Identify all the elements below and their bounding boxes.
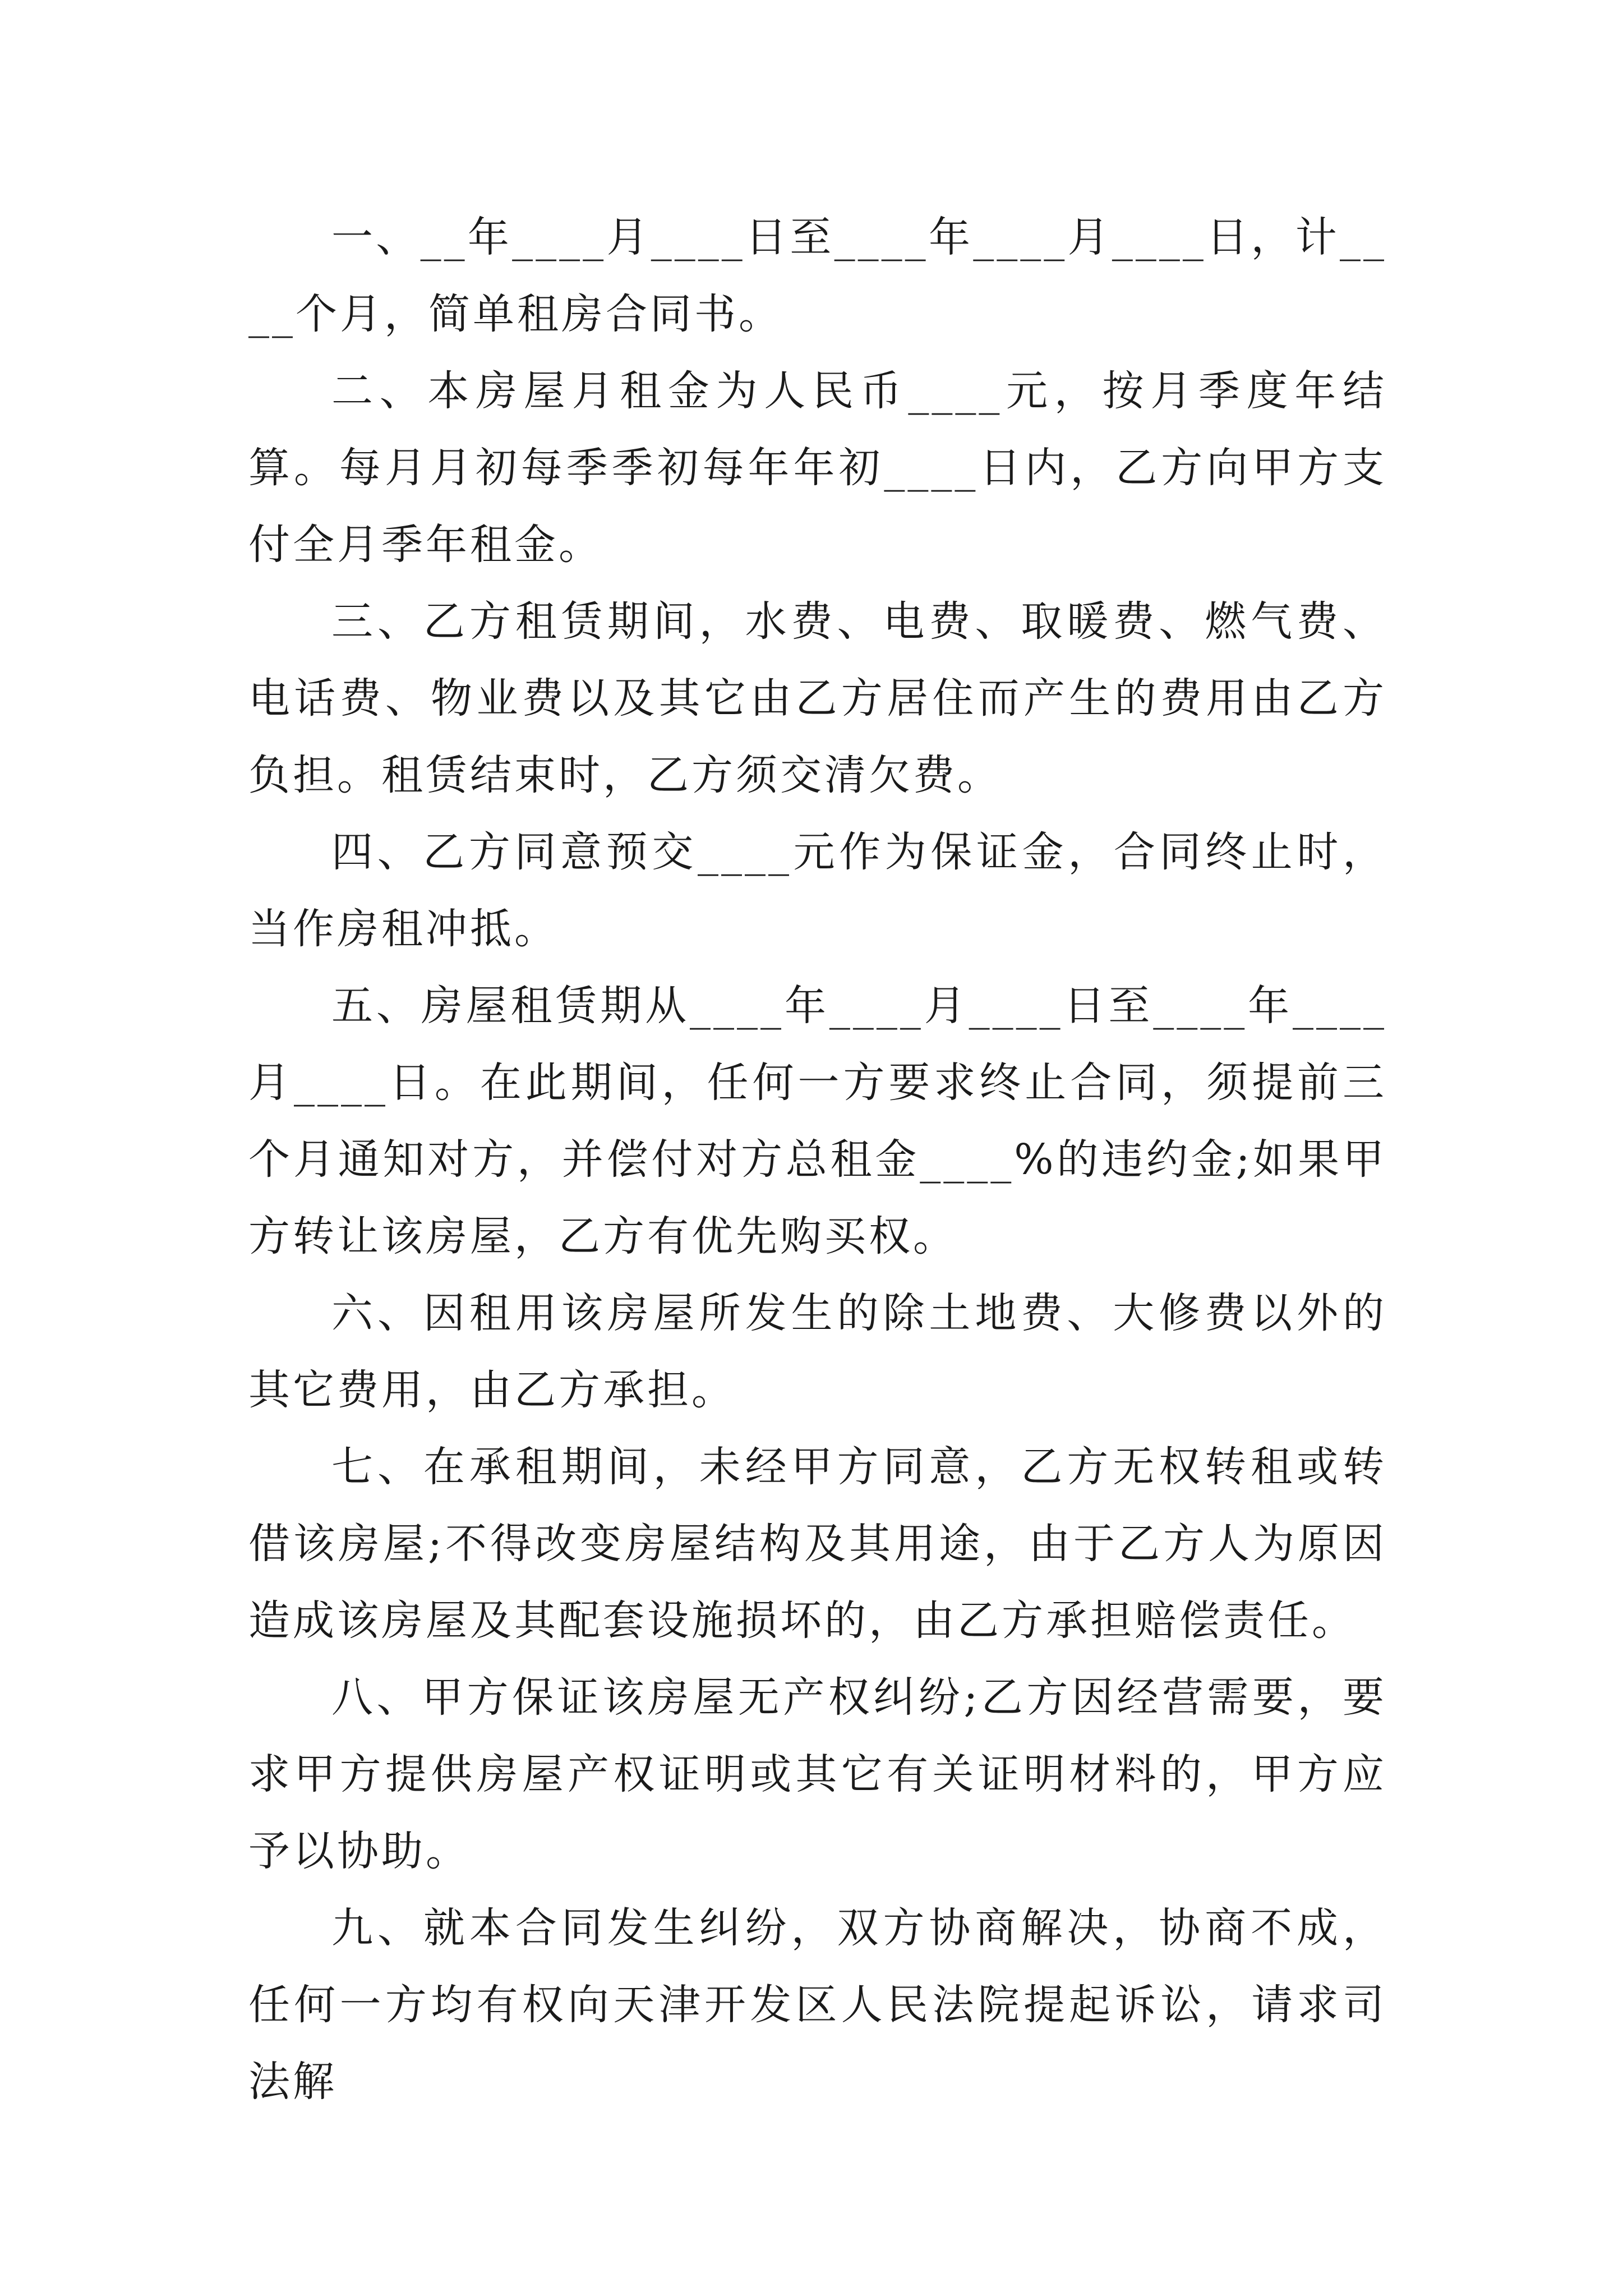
clause-9-paragraph: 九、就本合同发生纠纷，双方协商解决，协商不成，任何一方均有权向天津开发区人民法院提起诉讼，请求司法解 — [248, 1904, 1387, 2106]
clause-2-paragraph: 二、本房屋月租金为人民币____元，按月季度年结算。每月月初每季季初每年年初____日内，乙方向甲方支付全月季年租金。 — [248, 367, 1387, 569]
clause-5-paragraph: 五、房屋租赁期从____年____月____日至____年____月____日。在此期间，任何一方要求终止合同，须提前三个月通知对方，并偿付对方总租金____%的违约金;如果甲方转让该房屋，乙方有优先购买权。 — [248, 982, 1387, 1260]
clause-4-paragraph: 四、乙方同意预交____元作为保证金，合同终止时，当作房租冲抵。 — [248, 828, 1387, 953]
clause-8-paragraph: 八、甲方保证该房屋无产权纠纷;乙方因经营需要，要求甲方提供房屋产权证明或其它有关证明材料的，甲方应予以协助。 — [248, 1673, 1387, 1875]
clause-1-paragraph: 一、__年____月____日至____年____月____日，计____个月，简单租房合同书。 — [248, 213, 1387, 338]
clause-6-paragraph: 六、因租用该房屋所发生的除土地费、大修费以外的其它费用，由乙方承担。 — [248, 1289, 1387, 1414]
clause-3-paragraph: 三、乙方租赁期间，水费、电费、取暖费、燃气费、电话费、物业费以及其它由乙方居住而产生的费用由乙方负担。租赁结束时，乙方须交清欠费。 — [248, 597, 1387, 799]
document-body — [248, 199, 1387, 2120]
clause-7-paragraph: 七、在承租期间，未经甲方同意，乙方无权转租或转借该房屋;不得改变房屋结构及其用途，由于乙方人为原因造成该房屋及其配套设施损坏的，由乙方承担赔偿责任。 — [248, 1443, 1387, 1645]
